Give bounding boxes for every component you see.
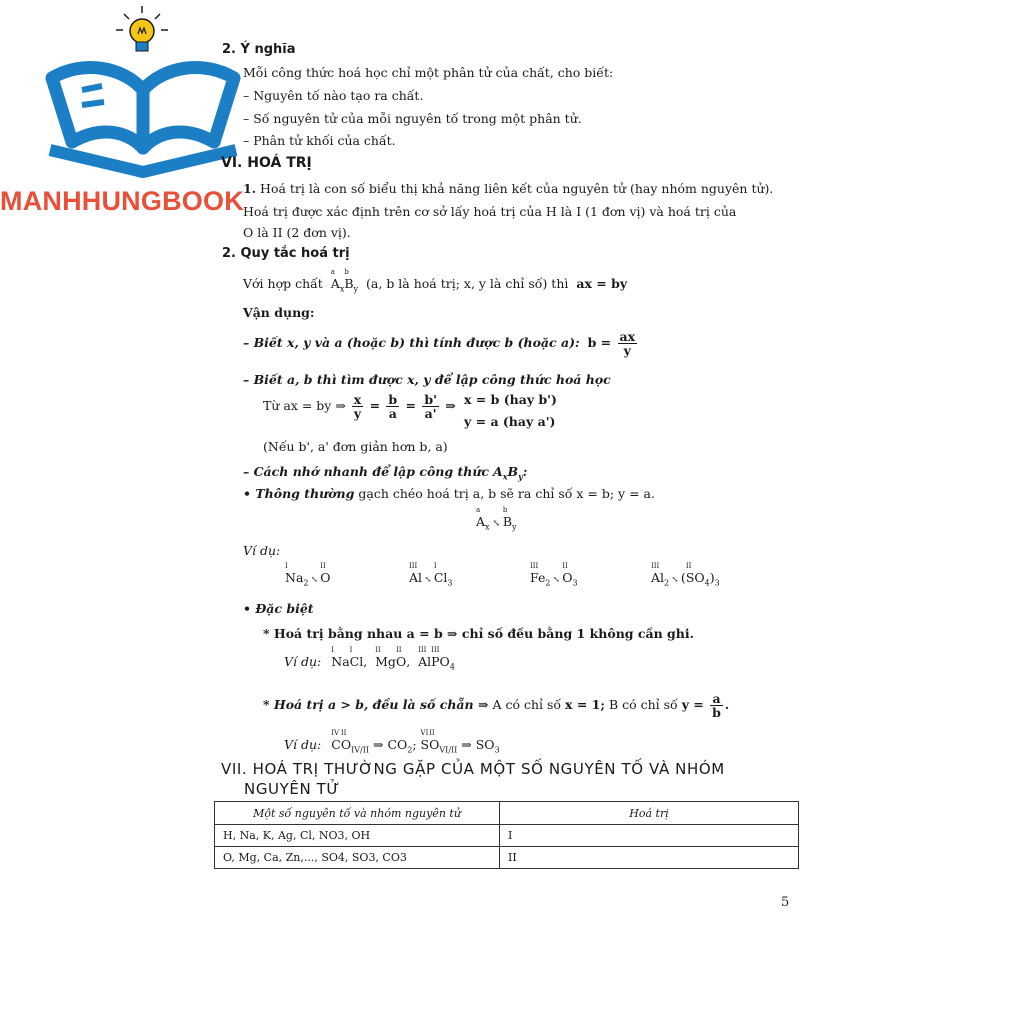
normal-label: • Thông thường bbox=[243, 486, 355, 501]
special-2-example: Ví dụ: C IV O II $_{IV/II}$ ⇒ $CO_2$; S VI O II $_{VI/II}$ ⇒ $SO_3$ bbox=[284, 729, 500, 755]
y-nghia-bullet-2: – Số nguyên tử của mỗi nguyên tố trong một phân tử. bbox=[243, 111, 582, 126]
special-label: • Đặc biệt bbox=[243, 601, 314, 616]
example-na2o: Na I $_2$ ⤡ O II bbox=[285, 562, 331, 588]
y-nghia-bullet-1: – Nguyên tố nào tạo ra chất. bbox=[243, 88, 424, 103]
apply-1-line bbox=[243, 330, 639, 357]
apply-1-formula: b = $\frac{ax}{y}$ bbox=[587, 329, 636, 359]
section-heading-quy-tac: 2. Quy tắc hoá trị bbox=[222, 246, 350, 261]
quick-formula: $A_xB_y$: bbox=[493, 464, 528, 482]
section-heading-vii-line-2: NGUYÊN TỬ bbox=[244, 780, 340, 798]
hoa-tri-def-line-3: O là II (2 đơn vị). bbox=[243, 225, 351, 240]
special-2-text-b: A có chỉ số bbox=[492, 697, 562, 713]
table-header-elements: Một số nguyên tố và nhóm nguyên tử bbox=[215, 802, 500, 825]
apply-2-text: – Biết a, b thì tìm được x, y để lập công thức hoá học bbox=[243, 372, 611, 387]
hoa-tri-def-number: 1. bbox=[243, 181, 257, 196]
logo-text bbox=[0, 186, 244, 217]
special-2-line bbox=[263, 692, 729, 719]
section-heading-hoa-tri: VI. HOÁ TRỊ bbox=[221, 155, 312, 171]
quick-line bbox=[243, 464, 527, 482]
table-cell-valence: I bbox=[500, 825, 799, 847]
example-alcl3: Al III ⤡ Cl I $_3$ bbox=[409, 562, 453, 588]
apply-label: Vận dụng: bbox=[243, 305, 315, 320]
ratio-note: (Nếu b', a' đơn giản hơn b, a) bbox=[263, 439, 448, 454]
table-row bbox=[215, 825, 799, 847]
hoa-tri-def-line-1 bbox=[243, 181, 773, 196]
logo-book-icon bbox=[42, 50, 244, 180]
rule-text: (a, b là hoá trị; x, y là chỉ số) thì bbox=[366, 276, 569, 291]
ratio-fractions: $\frac{x}{y}$ = $\frac{b}{a}$ = $\frac{b'}{a'}$ ⇒ bbox=[353, 392, 456, 422]
normal-line bbox=[243, 486, 655, 501]
hoa-tri-def-line-2: Hoá trị được xác định trên cơ sở lấy hoá trị của H là I (1 đơn vị) và hoá trị của bbox=[243, 204, 737, 219]
ratio-result-x: x = b (hay b') bbox=[464, 392, 557, 407]
special-2-example-label: Ví dụ: bbox=[284, 737, 322, 752]
table-cell-elements: H, Na, K, Ag, Cl, NO3, OH bbox=[215, 825, 500, 847]
ratio-result-y: y = a (hay a') bbox=[464, 414, 556, 429]
page-number: 5 bbox=[781, 895, 790, 910]
logo-text-manhhung: MANHHUNG bbox=[0, 186, 163, 216]
special-2-text-a: * Hoá trị a > b, đều là số chẵn ⇒ bbox=[263, 697, 489, 713]
table-cell-elements: O, Mg, Ca, Zn,..., SO4, SO3, CO3 bbox=[215, 847, 500, 869]
y-nghia-bullet-3: – Phân tử khối của chất. bbox=[243, 133, 396, 148]
special-2-text-c: x = 1; bbox=[565, 697, 605, 713]
example-al2so43: Al III $_2$ ⤡ (SO II $_4)_3$ bbox=[651, 562, 720, 588]
ratio-from: Từ ax = by ⇒ bbox=[263, 398, 346, 414]
example-fe2o3: Fe III $_2$ ⤡ O II $_3$ bbox=[530, 562, 578, 588]
rule-prefix: Với hợp chất bbox=[243, 276, 323, 291]
special-1-example: Ví dụ: Na I Cl I , Mg II O II , Al III PO III $_4$ bbox=[284, 646, 455, 672]
rule-formula: A a $_x$B b $_y$ bbox=[330, 268, 359, 294]
rule-equation: ax = by bbox=[576, 276, 628, 291]
ratio-line bbox=[263, 393, 456, 420]
table-header-row bbox=[215, 802, 799, 825]
y-nghia-intro: Mỗi công thức hoá học chỉ một phân tử của chất, cho biết: bbox=[243, 65, 614, 80]
hoa-tri-def-text: Hoá trị là con số biểu thị khả năng liên kết của nguyên tử (hay nhóm nguyên tử). bbox=[260, 181, 774, 196]
section-heading-vii-line-1: VII. HOÁ TRỊ THƯỜNG GẶP CỦA MỘT SỐ NGUYÊN TỐ VÀ NHÓM bbox=[221, 760, 725, 778]
rule-line bbox=[243, 268, 628, 294]
example-label: Ví dụ: bbox=[243, 543, 281, 558]
quick-text: – Cách nhớ nhanh để lập công thức bbox=[243, 464, 490, 479]
table-header-valence: Hoá trị bbox=[500, 802, 799, 825]
special-2-formula: y = $\frac{a}{b}$ . bbox=[681, 691, 730, 721]
special-1-text: * Hoá trị bằng nhau a = b ⇒ chỉ số đều bằng 1 không cần ghi. bbox=[263, 626, 694, 641]
table-row bbox=[215, 847, 799, 869]
normal-text: gạch chéo hoá trị a, b sẽ ra chỉ số x = b; y = a. bbox=[358, 486, 655, 501]
apply-1-text: – Biết x, y và a (hoặc b) thì tính được b (hoặc a): bbox=[243, 335, 580, 351]
cross-diagram: A a $_x$ ⤡ B b $_y$ bbox=[476, 506, 517, 532]
special-2-text-d: B có chỉ số bbox=[608, 697, 678, 713]
logo-text-book: BOOK bbox=[162, 186, 244, 216]
section-heading-y-nghia: 2. Ý nghĩa bbox=[222, 42, 296, 57]
special-1-example-label: Ví dụ: bbox=[284, 654, 322, 669]
table-cell-valence: II bbox=[500, 847, 799, 869]
valence-table bbox=[214, 801, 799, 869]
